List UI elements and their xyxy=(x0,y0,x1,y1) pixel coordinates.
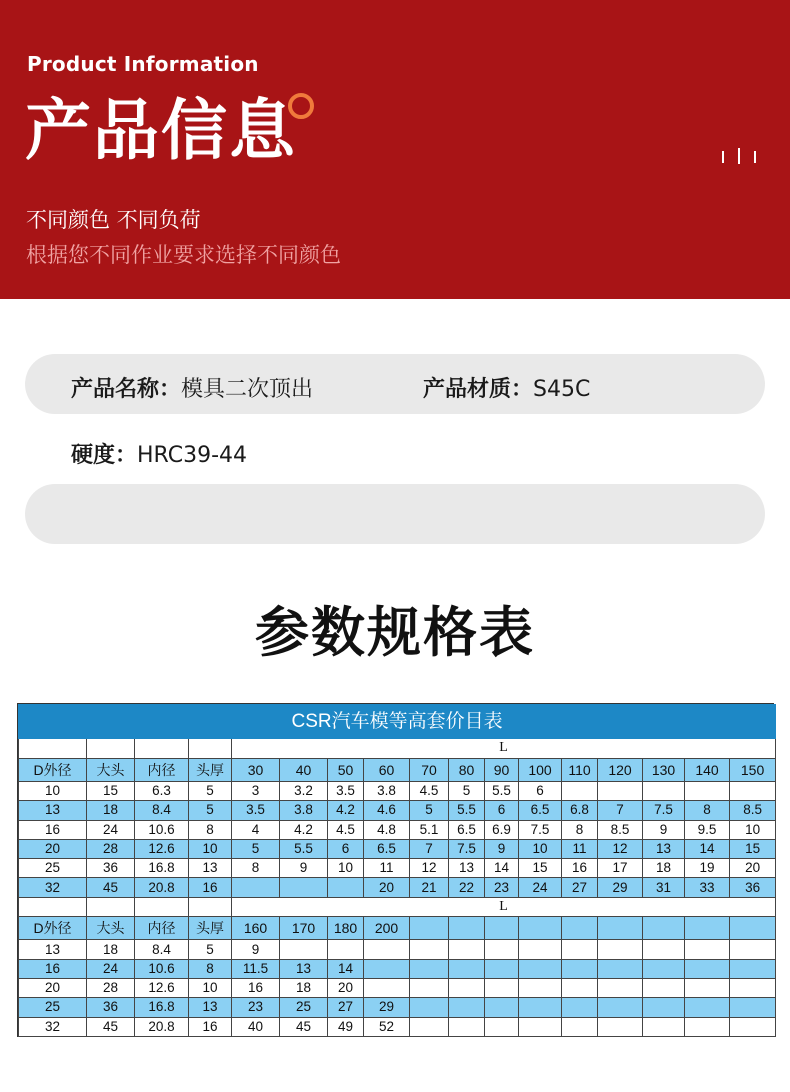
table-header-cell: 140 xyxy=(685,758,730,782)
table-cell xyxy=(485,940,519,959)
table-header-cell xyxy=(598,916,643,940)
table-header-cell: 80 xyxy=(449,758,485,782)
table-cell xyxy=(685,959,730,978)
table-cell: 11 xyxy=(364,859,410,878)
table-cell: 16 xyxy=(562,859,598,878)
table-cell: 8 xyxy=(685,801,730,820)
table-cell: 6 xyxy=(485,801,519,820)
table-cell xyxy=(730,979,776,998)
table-cell: 27 xyxy=(328,998,364,1017)
table-cell: 12.6 xyxy=(135,839,189,858)
table-cell xyxy=(730,1017,776,1036)
price-table xyxy=(18,704,776,1037)
table-header-row xyxy=(19,916,776,940)
table-cell: 16 xyxy=(189,878,232,897)
table-header-cell: 70 xyxy=(410,758,449,782)
table-cell: 10.6 xyxy=(135,820,189,839)
table-cell xyxy=(643,959,685,978)
table-cell xyxy=(685,940,730,959)
table-cell: 10 xyxy=(519,839,562,858)
table-header-cell xyxy=(562,916,598,940)
product-name xyxy=(71,372,313,403)
table-row xyxy=(19,998,776,1017)
table-cell: 11 xyxy=(562,839,598,858)
table-cell: 12 xyxy=(410,859,449,878)
table-cell xyxy=(449,1017,485,1036)
table-header-row xyxy=(19,758,776,782)
table-cell xyxy=(643,979,685,998)
table-cell: 10 xyxy=(19,782,87,801)
table-cell: 10 xyxy=(730,820,776,839)
table-title: CSR汽车模等高套价目表 xyxy=(19,705,776,739)
table-cell xyxy=(598,979,643,998)
table-cell: 6.9 xyxy=(485,820,519,839)
table-cell xyxy=(643,998,685,1017)
table-cell: 12 xyxy=(598,839,643,858)
table-cell: 16.8 xyxy=(135,998,189,1017)
table-cell: 16 xyxy=(19,820,87,839)
table-cell xyxy=(685,782,730,801)
table-cell: 24 xyxy=(87,820,135,839)
product-hardness xyxy=(71,438,247,469)
table-header-cell: 100 xyxy=(519,758,562,782)
table-cell: 5 xyxy=(232,839,280,858)
table-cell: 20 xyxy=(364,878,410,897)
table-cell: 11.5 xyxy=(232,959,280,978)
table-cell xyxy=(562,782,598,801)
table-header-cell: 头厚 xyxy=(189,758,232,782)
table-cell: 12.6 xyxy=(135,979,189,998)
table-cell: 6 xyxy=(519,782,562,801)
table-cell: 16.8 xyxy=(135,859,189,878)
table-cell: 20 xyxy=(730,859,776,878)
table-cell xyxy=(485,1017,519,1036)
table-cell xyxy=(87,897,135,916)
table-cell: 15 xyxy=(87,782,135,801)
table-header-cell: 40 xyxy=(280,758,328,782)
table-cell: 15 xyxy=(730,839,776,858)
table-header-cell: 60 xyxy=(364,758,410,782)
table-header-cell xyxy=(449,916,485,940)
product-name-label: 产品名称： xyxy=(71,377,182,402)
header-banner xyxy=(0,0,790,299)
table-cell xyxy=(643,782,685,801)
table-cell: 49 xyxy=(328,1017,364,1036)
table-cell: 7.5 xyxy=(519,820,562,839)
table-cell: 5 xyxy=(189,940,232,959)
table-cell: 13 xyxy=(19,940,87,959)
table-cell xyxy=(410,979,449,998)
table-header-cell xyxy=(643,916,685,940)
table-header-cell: 30 xyxy=(232,758,280,782)
table-cell xyxy=(280,878,328,897)
table-cell: 7.5 xyxy=(449,839,485,858)
table-cell: 28 xyxy=(87,839,135,858)
table-cell: 27 xyxy=(562,878,598,897)
table-cell: 13 xyxy=(280,959,328,978)
table-cell: 22 xyxy=(449,878,485,897)
table-header-cell: 180 xyxy=(328,916,364,940)
table-cell: 24 xyxy=(519,878,562,897)
table-cell: 7 xyxy=(598,801,643,820)
table-header-cell xyxy=(730,916,776,940)
table-header-cell: 头厚 xyxy=(189,916,232,940)
table-cell xyxy=(685,979,730,998)
table-cell xyxy=(135,897,189,916)
table-cell: 13 xyxy=(189,998,232,1017)
table-cell xyxy=(328,940,364,959)
table-cell xyxy=(730,959,776,978)
table-cell xyxy=(135,739,189,758)
table-cell: 36 xyxy=(730,878,776,897)
table-row xyxy=(19,1017,776,1036)
product-material-value: S45C xyxy=(533,377,591,402)
table-cell: 17 xyxy=(598,859,643,878)
table-length-row xyxy=(19,739,776,758)
banner-title: 产品信息 xyxy=(25,92,297,169)
banner-subtitle-accent: 根据您不同作业要求选择不同颜色 xyxy=(26,243,341,267)
table-cell: 4.8 xyxy=(364,820,410,839)
table-cell: 20 xyxy=(19,979,87,998)
table-cell: 10 xyxy=(189,979,232,998)
table-cell: 32 xyxy=(19,1017,87,1036)
table-cell: 18 xyxy=(87,801,135,820)
table-cell: 5 xyxy=(189,782,232,801)
table-header-cell: 160 xyxy=(232,916,280,940)
table-header-cell xyxy=(685,916,730,940)
table-cell xyxy=(519,979,562,998)
table-cell xyxy=(730,998,776,1017)
info-pill-empty xyxy=(25,484,765,544)
table-cell xyxy=(410,959,449,978)
table-cell: 45 xyxy=(280,1017,328,1036)
table-length-label: L xyxy=(232,897,776,916)
table-length-label: L xyxy=(232,739,776,758)
table-length-row xyxy=(19,897,776,916)
table-cell: 6.3 xyxy=(135,782,189,801)
table-cell: 20 xyxy=(19,839,87,858)
table-cell xyxy=(562,1017,598,1036)
table-cell: 40 xyxy=(232,1017,280,1036)
table-cell xyxy=(449,998,485,1017)
table-header-cell xyxy=(410,916,449,940)
table-title-row xyxy=(19,705,776,739)
table-cell: 3.5 xyxy=(232,801,280,820)
table-cell: 33 xyxy=(685,878,730,897)
table-cell: 28 xyxy=(87,979,135,998)
table-cell: 7 xyxy=(410,839,449,858)
table-cell: 45 xyxy=(87,878,135,897)
table-cell xyxy=(598,1017,643,1036)
table-cell: 3.8 xyxy=(280,801,328,820)
table-cell xyxy=(730,782,776,801)
table-cell: 14 xyxy=(685,839,730,858)
table-cell xyxy=(562,959,598,978)
table-cell: 4 xyxy=(232,820,280,839)
table-cell: 36 xyxy=(87,859,135,878)
table-cell xyxy=(598,998,643,1017)
section-title: 参数规格表 xyxy=(255,601,535,664)
product-material xyxy=(423,372,590,403)
table-cell: 32 xyxy=(19,878,87,897)
table-cell: 31 xyxy=(643,878,685,897)
table-cell: 6.5 xyxy=(449,820,485,839)
banner-english-label: Product Information xyxy=(27,52,259,76)
table-cell xyxy=(449,940,485,959)
table-header-cell: 90 xyxy=(485,758,519,782)
table-cell: 13 xyxy=(19,801,87,820)
table-header-cell: 120 xyxy=(598,758,643,782)
table-cell xyxy=(280,940,328,959)
table-cell: 5.5 xyxy=(449,801,485,820)
table-cell xyxy=(364,959,410,978)
table-cell xyxy=(232,878,280,897)
table-row xyxy=(19,859,776,878)
table-cell: 36 xyxy=(87,998,135,1017)
table-cell: 8 xyxy=(189,959,232,978)
table-cell xyxy=(730,940,776,959)
circle-icon xyxy=(288,93,314,119)
table-header-cell: 130 xyxy=(643,758,685,782)
table-cell: 45 xyxy=(87,1017,135,1036)
table-cell: 13 xyxy=(449,859,485,878)
table-header-cell: 大头 xyxy=(87,758,135,782)
table-cell: 9 xyxy=(280,859,328,878)
table-row xyxy=(19,979,776,998)
table-cell xyxy=(598,959,643,978)
table-cell: 6.8 xyxy=(562,801,598,820)
table-cell xyxy=(519,940,562,959)
table-cell xyxy=(643,1017,685,1036)
table-cell: 10 xyxy=(189,839,232,858)
table-cell: 8.4 xyxy=(135,801,189,820)
table-row xyxy=(19,820,776,839)
table-cell: 9 xyxy=(232,940,280,959)
table-cell: 18 xyxy=(643,859,685,878)
table-row xyxy=(19,782,776,801)
table-cell xyxy=(519,998,562,1017)
table-header-cell: D外径 xyxy=(19,758,87,782)
table-cell xyxy=(449,979,485,998)
table-cell: 3.5 xyxy=(328,782,364,801)
table-cell: 8.5 xyxy=(598,820,643,839)
table-cell xyxy=(562,940,598,959)
table-header-cell: 50 xyxy=(328,758,364,782)
table-row xyxy=(19,878,776,897)
table-cell: 5 xyxy=(189,801,232,820)
table-cell xyxy=(643,940,685,959)
table-cell: 5 xyxy=(449,782,485,801)
table-header-cell: D外径 xyxy=(19,916,87,940)
table-cell xyxy=(189,739,232,758)
table-header-cell: 大头 xyxy=(87,916,135,940)
table-cell: 7.5 xyxy=(643,801,685,820)
table-cell: 20.8 xyxy=(135,878,189,897)
table-cell: 10.6 xyxy=(135,959,189,978)
table-cell xyxy=(449,959,485,978)
table-cell xyxy=(598,940,643,959)
table-cell: 5 xyxy=(410,801,449,820)
table-cell: 6.5 xyxy=(519,801,562,820)
table-cell: 14 xyxy=(328,959,364,978)
table-cell: 3.2 xyxy=(280,782,328,801)
table-cell: 20.8 xyxy=(135,1017,189,1036)
product-name-value: 模具二次顶出 xyxy=(181,377,314,402)
table-cell: 25 xyxy=(19,859,87,878)
table-cell: 3.8 xyxy=(364,782,410,801)
table-cell: 4.6 xyxy=(364,801,410,820)
table-cell xyxy=(685,1017,730,1036)
table-cell: 9 xyxy=(485,839,519,858)
table-cell xyxy=(364,940,410,959)
table-cell xyxy=(598,782,643,801)
table-cell: 20 xyxy=(328,979,364,998)
table-cell: 13 xyxy=(643,839,685,858)
table-cell: 3 xyxy=(232,782,280,801)
table-cell: 6 xyxy=(328,839,364,858)
table-cell xyxy=(328,878,364,897)
table-header-cell: 110 xyxy=(562,758,598,782)
table-row xyxy=(19,959,776,978)
table-cell: 23 xyxy=(485,878,519,897)
hardness-value: HRC39-44 xyxy=(137,443,248,468)
table-cell xyxy=(19,897,87,916)
table-cell: 5.5 xyxy=(280,839,328,858)
table-cell xyxy=(562,979,598,998)
table-header-cell: 170 xyxy=(280,916,328,940)
table-cell: 8.5 xyxy=(730,801,776,820)
table-cell: 4.2 xyxy=(328,801,364,820)
table-cell: 6.5 xyxy=(364,839,410,858)
table-row xyxy=(19,839,776,858)
table-cell: 8.4 xyxy=(135,940,189,959)
table-cell: 15 xyxy=(519,859,562,878)
table-cell: 52 xyxy=(364,1017,410,1036)
table-header-cell: 150 xyxy=(730,758,776,782)
table-cell xyxy=(19,739,87,758)
table-cell: 13 xyxy=(189,859,232,878)
table-cell: 29 xyxy=(598,878,643,897)
table-cell xyxy=(189,897,232,916)
table-cell: 4.2 xyxy=(280,820,328,839)
table-cell: 24 xyxy=(87,959,135,978)
table-cell: 9.5 xyxy=(685,820,730,839)
table-cell: 8 xyxy=(562,820,598,839)
table-cell xyxy=(410,998,449,1017)
table-cell: 16 xyxy=(19,959,87,978)
table-row xyxy=(19,801,776,820)
table-header-cell xyxy=(485,916,519,940)
table-cell: 8 xyxy=(189,820,232,839)
table-cell xyxy=(410,940,449,959)
table-cell xyxy=(519,959,562,978)
table-cell xyxy=(364,979,410,998)
table-header-cell: 内径 xyxy=(135,758,189,782)
table-cell: 18 xyxy=(87,940,135,959)
table-cell: 9 xyxy=(643,820,685,839)
table-cell xyxy=(562,998,598,1017)
table-cell: 21 xyxy=(410,878,449,897)
banner-subtitle: 不同颜色 不同负荷 xyxy=(26,208,201,232)
table-cell: 10 xyxy=(328,859,364,878)
table-header-cell xyxy=(519,916,562,940)
table-cell: 16 xyxy=(232,979,280,998)
table-header-cell: 200 xyxy=(364,916,410,940)
table-cell: 29 xyxy=(364,998,410,1017)
table-cell xyxy=(410,1017,449,1036)
table-cell: 25 xyxy=(19,998,87,1017)
table-cell: 18 xyxy=(280,979,328,998)
table-cell xyxy=(519,1017,562,1036)
table-cell: 4.5 xyxy=(328,820,364,839)
table-cell: 14 xyxy=(485,859,519,878)
price-table-container xyxy=(17,703,774,1037)
table-header-cell: 内径 xyxy=(135,916,189,940)
hardness-label: 硬度： xyxy=(71,443,138,468)
table-cell: 4.5 xyxy=(410,782,449,801)
bars-icon xyxy=(718,148,758,164)
table-cell xyxy=(485,959,519,978)
table-row xyxy=(19,940,776,959)
table-cell xyxy=(685,998,730,1017)
table-cell xyxy=(485,998,519,1017)
table-cell: 25 xyxy=(280,998,328,1017)
product-material-label: 产品材质： xyxy=(423,377,534,402)
table-cell: 5.5 xyxy=(485,782,519,801)
table-cell: 16 xyxy=(189,1017,232,1036)
table-cell: 8 xyxy=(232,859,280,878)
table-cell xyxy=(485,979,519,998)
table-cell: 19 xyxy=(685,859,730,878)
table-cell: 23 xyxy=(232,998,280,1017)
table-cell: 5.1 xyxy=(410,820,449,839)
table-cell xyxy=(87,739,135,758)
